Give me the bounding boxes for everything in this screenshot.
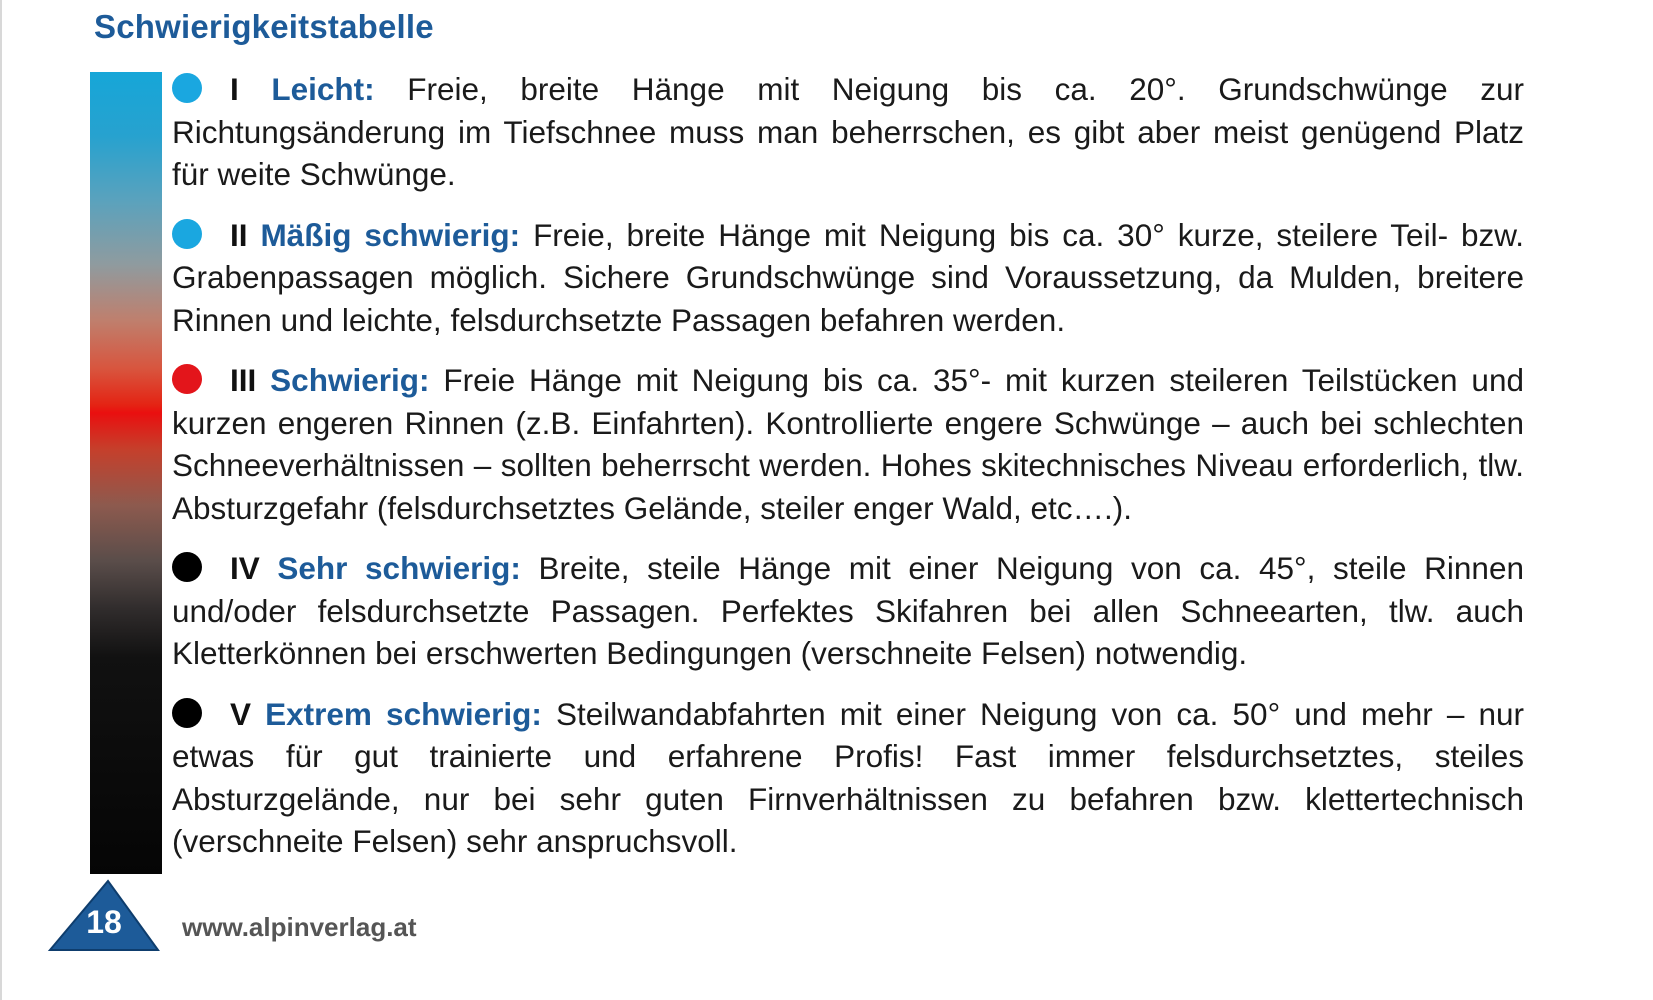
difficulty-dot-icon (172, 219, 202, 249)
difficulty-dot-icon (172, 364, 202, 394)
page-number: 18 (86, 904, 122, 940)
difficulty-level: Mäßig schwierig: (260, 216, 521, 253)
difficulty-numeral: I (230, 71, 239, 107)
website-link[interactable]: www.alpinverlag.at (182, 912, 417, 942)
difficulty-entry-1 (172, 68, 1524, 196)
page-title: Schwierigkeitstabelle (94, 8, 434, 45)
difficulty-entry-3 (172, 359, 1524, 529)
difficulty-level: Leicht: (271, 71, 375, 107)
difficulty-list (172, 68, 1524, 863)
difficulty-description: Freie, breite Hänge mit Neigung bis ca. 20°. Grundschwünge zur Richtungsänderung im Tiefschnee muss man beherrschen, es gibt aber meist genügend Platz für weite Schwünge. (172, 71, 1524, 192)
difficulty-dot-icon (172, 552, 202, 582)
difficulty-numeral: II (230, 216, 248, 253)
difficulty-level: Extrem schwierig: (265, 695, 542, 732)
difficulty-level: Sehr schwierig: (277, 550, 521, 586)
difficulty-description: Freie, breite Hänge mit Neigung bis ca. 30° kurze, steilere Teil- bzw. Grabenpassagen möglich. Sichere Grundschwünge sind Voraussetzung, da Mulden, breitere Rinnen und leichte, felsdurchsetzte Passagen befahren werden. (172, 216, 1524, 338)
difficulty-level: Schwierig: (270, 362, 430, 398)
difficulty-numeral: V (230, 695, 252, 732)
difficulty-numeral: IV (230, 550, 260, 586)
difficulty-description: Steilwandabfahrten mit einer Neigung von ca. 50° und mehr – nur etwas für gut trainierte und erfahrene Profis! Fast immer felsdurchsetztes, steiles Absturzgelände, nur bei sehr guten Firnverhältnissen zu befahren bzw. klettertechnisch (verschneite Felsen) sehr anspruchsvoll. (172, 695, 1524, 859)
difficulty-entry-4 (172, 547, 1524, 675)
difficulty-description: Freie Hänge mit Neigung bis ca. 35°- mit kurzen steileren Teilstücken und kurzen engeren Rinnen (z.B. Einfahrten). Kontrollierte engere Schwünge – auch bei schlechten Schneeverhältnissen – sollten beherrscht werden. Hohes skitechnisches Niveau erforderlich, tlw. Absturzgefahr (felsdurchsetztes Gelände, steiler enger Wald, etc….). (172, 362, 1524, 526)
difficulty-dot-icon (172, 73, 202, 103)
difficulty-entry-2 (172, 214, 1524, 342)
page-edge (0, 0, 2, 1000)
difficulty-dot-icon (172, 698, 202, 728)
difficulty-numeral: III (230, 362, 257, 398)
difficulty-entry-5 (172, 693, 1524, 863)
difficulty-gradient-bar (90, 72, 162, 874)
difficulty-description: Breite, steile Hänge mit einer Neigung von ca. 45°, steile Rinnen und/oder felsdurchsetzte Passagen. Perfektes Skifahren bei allen Schneearten, tlw. auch Kletterkönnen bei erschwerten Bedingungen (verschneite Felsen) notwendig. (172, 550, 1524, 671)
